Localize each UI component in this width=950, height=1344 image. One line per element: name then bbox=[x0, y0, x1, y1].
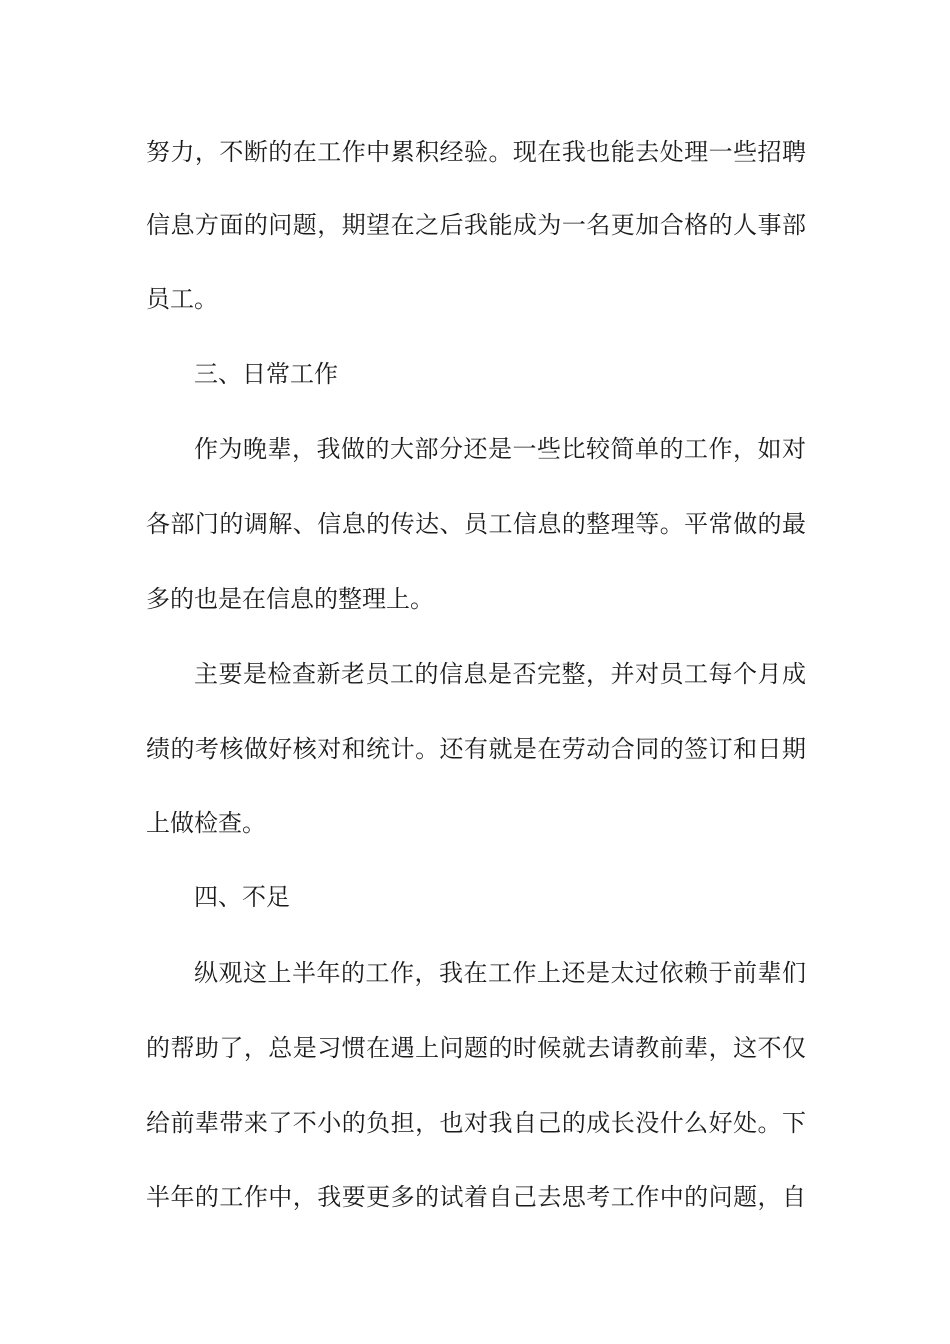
text-line: 主要是检查新老员工的信息是否完整，并对员工每个月成 bbox=[194, 660, 806, 688]
text-line: 信息方面的问题，期望在之后我能成为一名更加合格的人事部 bbox=[146, 211, 806, 239]
text-line: 各部门的调解、信息的传达、员工信息的整理等。平常做的最 bbox=[146, 510, 806, 538]
section-heading: 四、不足 bbox=[194, 883, 290, 911]
text-line: 作为晚辈，我做的大部分还是一些比较简单的工作，如对 bbox=[194, 435, 806, 463]
text-line: 上做检查。 bbox=[146, 809, 266, 837]
text-line: 绩的考核做好核对和统计。还有就是在劳动合同的签订和日期 bbox=[146, 735, 806, 763]
text-line: 员工。 bbox=[146, 285, 218, 313]
text-line: 半年的工作中，我要更多的试着自己去思考工作中的问题，自 bbox=[146, 1183, 806, 1211]
text-line: 纵观这上半年的工作，我在工作上还是太过依赖于前辈们 bbox=[194, 959, 806, 987]
text-line: 给前辈带来了不小的负担，也对我自己的成长没什么好处。下 bbox=[146, 1109, 806, 1137]
text-line: 多的也是在信息的整理上。 bbox=[146, 585, 434, 613]
text-line: 努力，不断的在工作中累积经验。现在我也能去处理一些招聘 bbox=[146, 138, 806, 166]
section-heading: 三、日常工作 bbox=[194, 360, 338, 388]
text-line: 的帮助了，总是习惯在遇上问题的时候就去请教前辈，这不仅 bbox=[146, 1034, 806, 1062]
